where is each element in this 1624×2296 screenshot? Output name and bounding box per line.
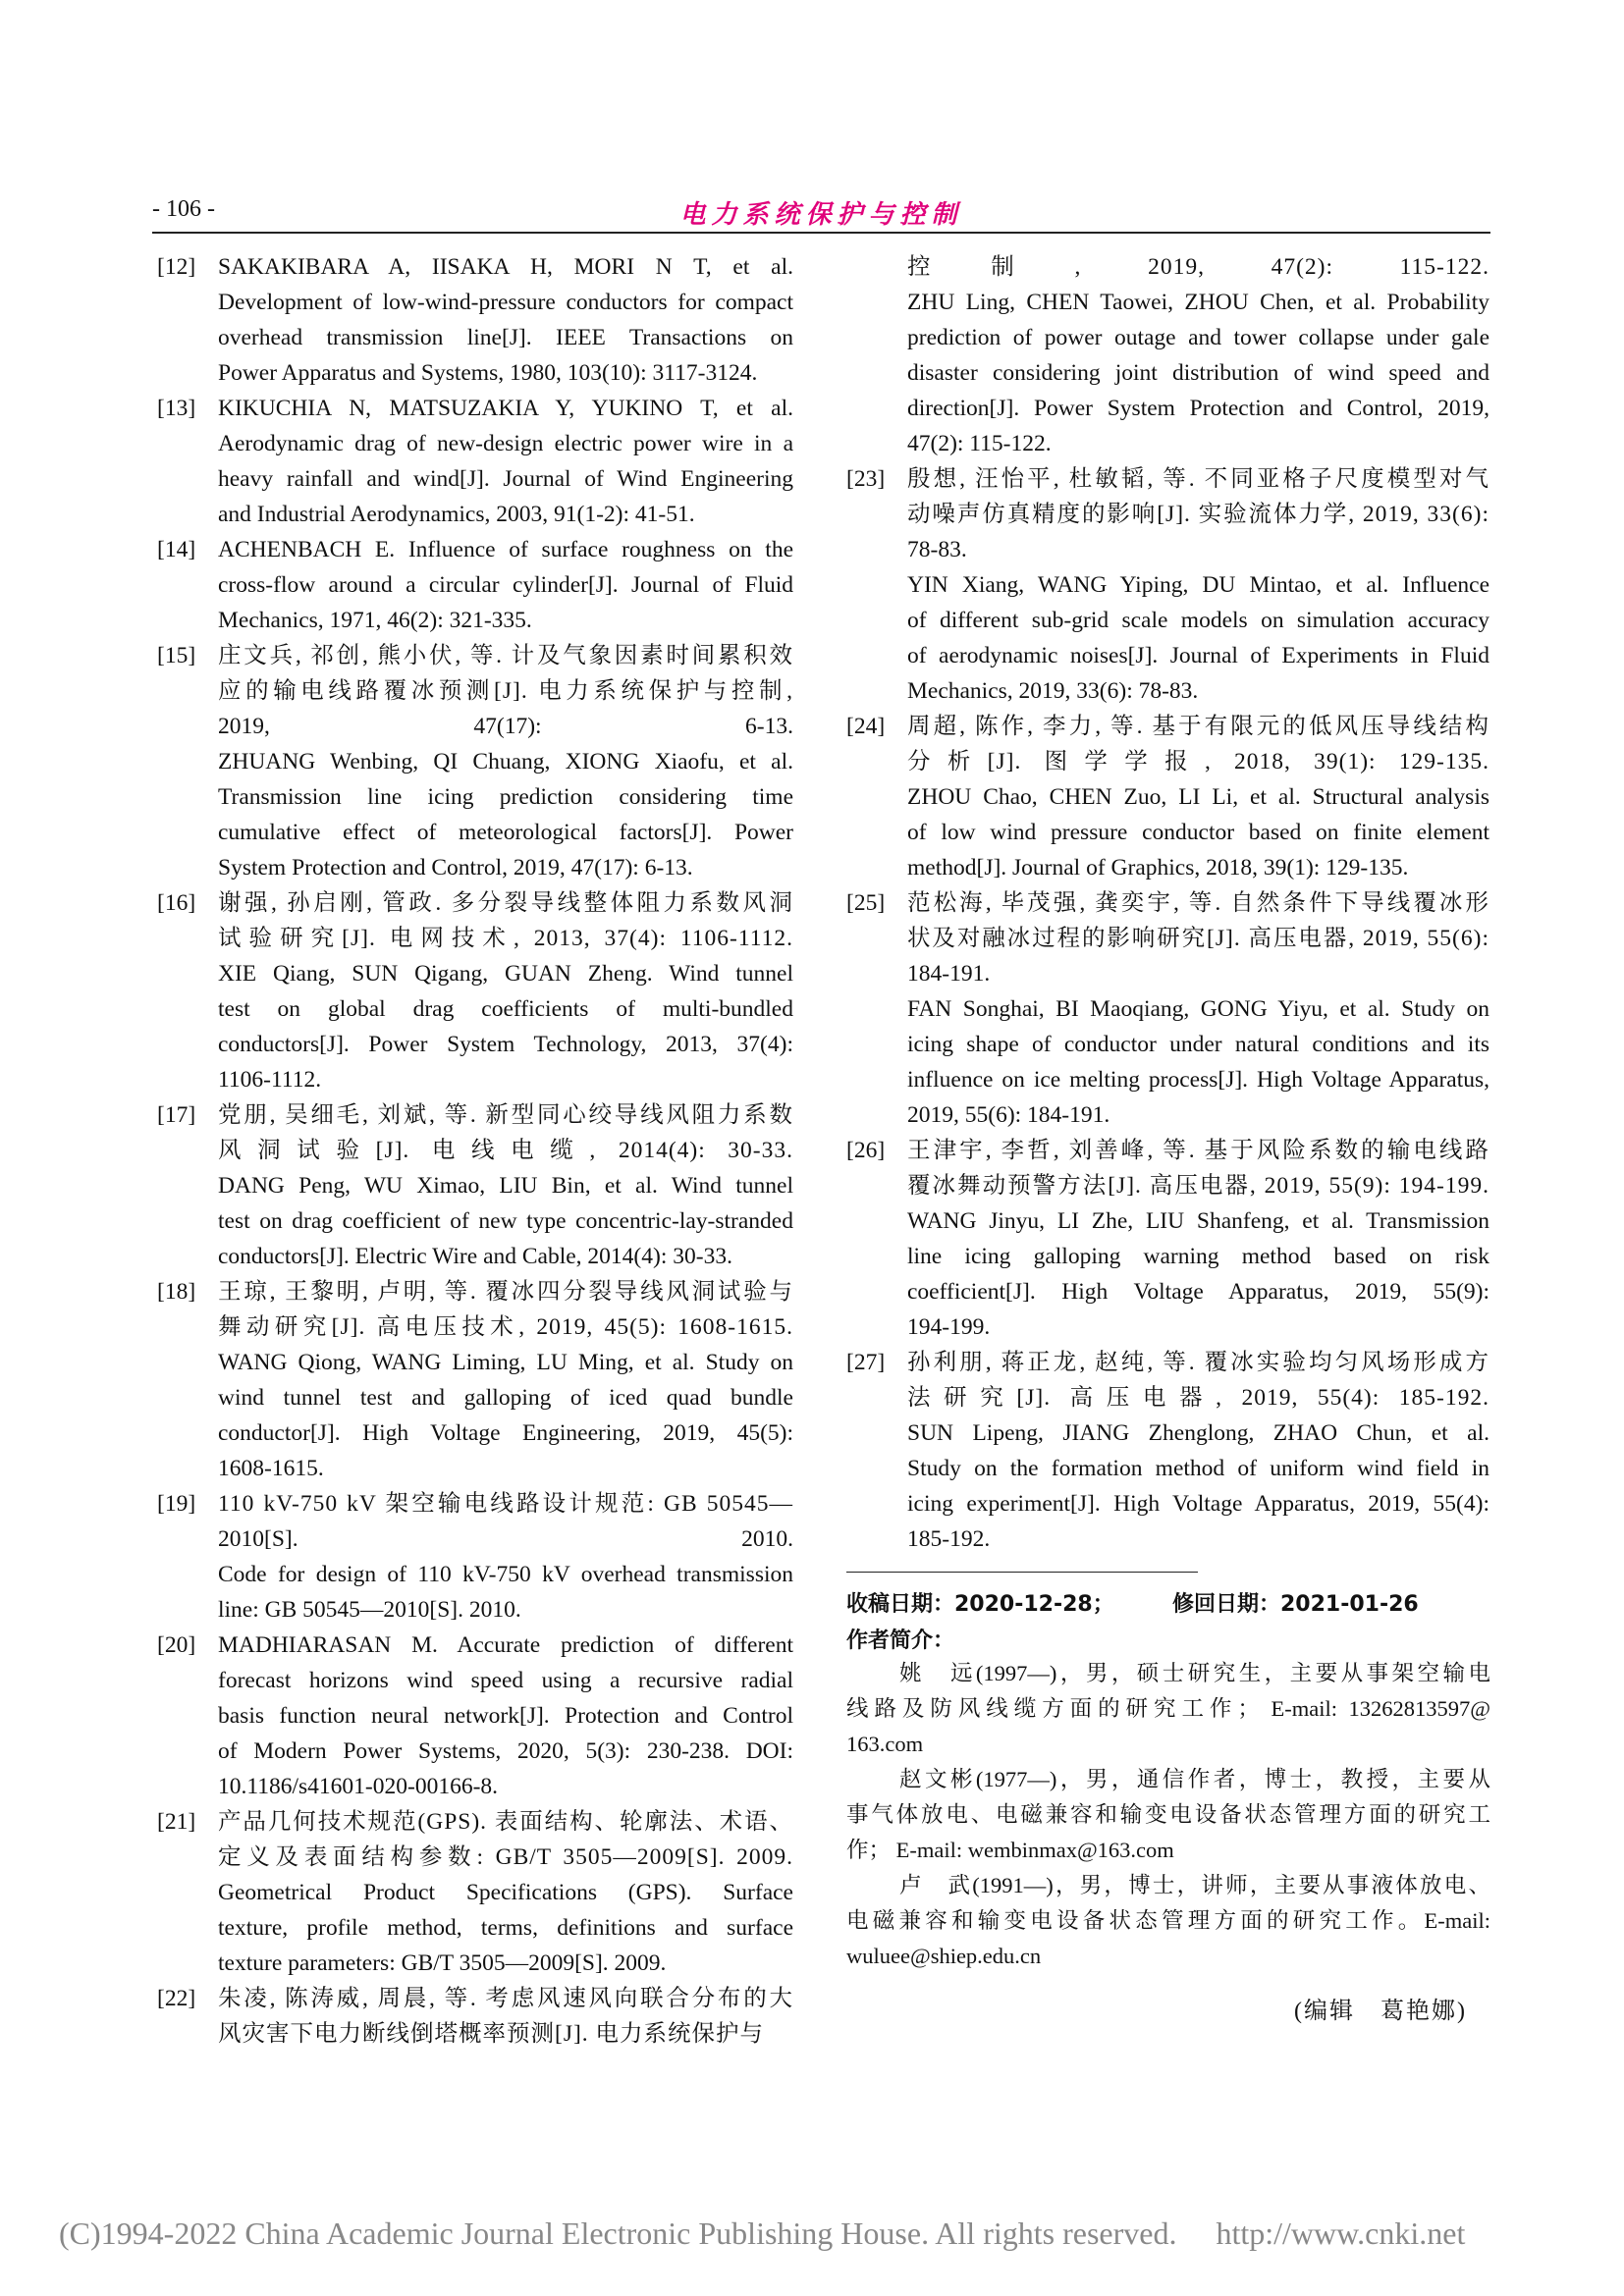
author-bio-line: wuluee@shiep.edu.cn [846,1944,1042,1968]
reference-line: coefficient[J]. High Voltage Apparatus, 2019, 55(9): [907,1279,1489,1305]
journal-title: 电力系统保护与控制 [679,200,963,230]
reference-line: Mechanics, 2019, 33(6): 78-83. [907,678,1199,704]
reference-line: test on global drag coefficients of multi-bundled [218,996,793,1022]
reference-line: SAKAKIBARA A, IISAKA H, MORI N T, et al. [218,254,793,280]
author-bios [846,1656,1490,1974]
copyright-notice: (C)1994-2022 China Academic Journal Electronic Publishing House. All rights reserved. http://www.cnki.net [59,2216,1466,2251]
references-left-column [157,249,793,2052]
reference-line: cross-flow around a circular cylinder[J]. Journal of Fluid [218,572,793,598]
reference-line: Development of low-wind-pressure conductors for compact [218,290,793,315]
reference-item [846,461,1489,709]
reference-line: System Protection and Control, 2019, 47(17): 6-13. [218,855,693,881]
page-number: - 106 - [152,196,215,222]
authors-heading: 作者简介： [846,1629,955,1653]
reference-line: 78-83. [907,537,967,562]
reference-line: 庄文兵, 祁创, 熊小伏, 等. 计及气象因素时间累积效 [218,643,793,668]
reference-line: 试验研究[J]. 电网技术, 2013, 37(4): 1106-1112. [218,926,793,951]
reference-number: [16] [157,890,196,916]
reference-line: MADHIARASAN M. Accurate prediction of different [218,1632,793,1658]
reference-line: 王津宇, 李哲, 刘善峰, 等. 基于风险系数的输电线路 [907,1138,1489,1163]
page-header [152,196,1490,234]
reference-line: prediction of power outage and tower collapse under gale [907,325,1489,350]
reference-line: 1106-1112. [218,1067,322,1093]
editor-credit: (编辑 葛艳娜) [1294,1999,1467,2024]
footnote-divider [846,1572,1198,1573]
reference-number: [22] [157,1986,196,2011]
reference-number: [19] [157,1491,196,1517]
reference-line: 谢强, 孙启刚, 管政. 多分裂导线整体阻力系数风洞 [218,890,793,916]
reference-line: line: GB 50545—2010[S]. 2010. [218,1597,521,1623]
reference-line: ZHU Ling, CHEN Taowei, ZHOU Chen, et al. Probability [907,290,1489,315]
reference-line: 范松海, 毕茂强, 龚奕宇, 等. 自然条件下导线覆冰形 [907,890,1489,916]
reference-line: FAN Songhai, BI Maoqiang, GONG Yiyu, et al. Study on [907,996,1489,1022]
reference-line: 控制, 2019, 47(2): 115-122. [907,254,1489,280]
reference-line: overhead transmission line[J]. IEEE Transactions on [218,325,793,350]
reference-line: 产品几何技术规范(GPS). 表面结构、轮廓法、术语、 [218,1809,793,1835]
reference-line: 风灾害下电力断线倒塔概率预测[J]. 电力系统保护与 [218,2021,765,2047]
reference-line: 风洞试验[J]. 电线电缆, 2014(4): 30-33. [218,1138,793,1163]
references-right-column [846,249,1489,1557]
reference-line: basis function neural network[J]. Protection and Control [218,1703,793,1729]
reference-number: [20] [157,1632,196,1658]
reference-line: conductor[J]. High Voltage Engineering, 2019, 45(5): [218,1420,793,1446]
author-bio-line: 赵文彬(1977—)，男，通信作者，博士，教授，主要从 [899,1767,1490,1791]
author-bio [846,1656,1490,1762]
reference-line: ZHUANG Wenbing, QI Chuang, XIONG Xiaofu, et al. [218,749,793,774]
reference-line: 185-192. [907,1526,991,1552]
reference-line: 10.1186/s41601-020-00166-8. [218,1774,499,1799]
reference-line: of Modern Power Systems, 2020, 5(3): 230-238. DOI: [218,1738,793,1764]
reference-line: direction[J]. Power System Protection and Control, 2019, [907,396,1489,421]
reference-line: Transmission line icing prediction considering time [218,784,793,810]
reference-line: 孙利朋, 蒋正龙, 赵纯, 等. 覆冰实验均匀风场形成方 [907,1350,1489,1375]
reference-line: of different sub-grid scale models on simulation accuracy [907,608,1489,633]
reference-line: heavy rainfall and wind[J]. Journal of Wind Engineering [218,466,793,492]
reference-line: test on drag coefficient of new type concentric-lay-stranded [218,1208,793,1234]
reference-line: 2019, 55(6): 184-191. [907,1102,1110,1128]
author-bio-line: 线路及防风线缆方面的研究工作； E-mail: 13262813597@ [846,1696,1490,1721]
reference-line: 47(2): 115-122. [907,431,1052,456]
reference-line: Power Apparatus and Systems, 1980, 103(10): 3117-3124. [218,360,758,386]
reference-line: 2010[S]. 2010. [218,1526,793,1552]
reference-line: texture parameters: GB/T 3505—2009[S]. 2009. [218,1950,667,1976]
reference-line: texture, profile method, terms, definitions and surface [218,1915,793,1941]
reference-line: line icing galloping warning method based on risk [907,1244,1489,1269]
reference-item [846,1345,1489,1557]
reference-line: ZHOU Chao, CHEN Zuo, LI Li, et al. Structural analysis [907,784,1489,810]
reference-line: 2019, 47(17): 6-13. [218,714,793,739]
reference-line: 动噪声仿真精度的影响[J]. 实验流体力学, 2019, 33(6): [907,502,1489,527]
reference-line: SUN Lipeng, JIANG Zhenglong, ZHAO Chun, et al. [907,1420,1489,1446]
author-bio-line: 姚 远(1997—)，男，硕士研究生，主要从事架空输电 [899,1661,1490,1685]
reference-line: 王琼, 王黎明, 卢明, 等. 覆冰四分裂导线风洞试验与 [218,1279,793,1305]
author-bio [846,1762,1490,1868]
reference-item [157,391,793,532]
reference-line: Code for design of 110 kV-750 kV overhead transmission [218,1562,793,1587]
reference-line: influence on ice melting process[J]. High Voltage Apparatus, [907,1067,1489,1093]
reference-line: KIKUCHIA N, MATSUZAKIA Y, YUKINO T, et al. [218,396,793,421]
reference-line: 殷想, 汪怡平, 杜敏韬, 等. 不同亚格子尺度模型对气 [907,466,1489,492]
reference-line: 周超, 陈作, 李力, 等. 基于有限元的低风压导线结构 [907,714,1489,739]
reference-line: icing experiment[J]. High Voltage Apparatus, 2019, 55(4): [907,1491,1489,1517]
article-dates [846,1587,1490,1618]
author-bio-line: 事气体放电、电磁兼容和输变电设备状态管理方面的研究工 [846,1802,1490,1827]
reference-line: 分析[J]. 图学学报, 2018, 39(1): 129-135. [907,749,1489,774]
reference-number: [27] [846,1350,886,1375]
reference-number: [21] [157,1809,196,1835]
reference-line: 1608-1615. [218,1456,324,1481]
reference-line: method[J]. Journal of Graphics, 2018, 39(1): 129-135. [907,855,1409,881]
reference-line: WANG Qiong, WANG Liming, LU Ming, et al. Study on [218,1350,793,1375]
reference-number: [12] [157,254,196,280]
reference-number: [15] [157,643,196,668]
reference-line: 覆冰舞动预警方法[J]. 高压电器, 2019, 55(9): 194-199. [907,1173,1489,1199]
reference-line: 法研究[J]. 高压电器, 2019, 55(4): 185-192. [907,1385,1489,1411]
reference-line: YIN Xiang, WANG Yiping, DU Mintao, et al. Influence [907,572,1489,598]
reference-item [157,1274,793,1486]
reference-item [157,1981,793,2052]
reference-number: [25] [846,890,886,916]
reference-number: [18] [157,1279,196,1305]
reference-item [157,885,793,1097]
reference-line: icing shape of conductor under natural conditions and its [907,1032,1489,1057]
revised-date: 修回日期：2021-01-26 [1172,1592,1419,1617]
reference-item [846,249,1489,461]
reference-line: Study on the formation method of uniform wind field in [907,1456,1489,1481]
received-date: 收稿日期：2020-12-28； [846,1592,1114,1617]
reference-line: disaster considering joint distribution of wind speed and [907,360,1489,386]
reference-line: 状及对融冰过程的影响研究[J]. 高压电器, 2019, 55(6): [907,926,1489,951]
reference-number: [24] [846,714,886,739]
reference-item [157,532,793,638]
reference-line: cumulative effect of meteorological factors[J]. Power [218,820,793,845]
author-bio-line: 作； E-mail: wembinmax@163.com [846,1838,1174,1862]
reference-item [157,638,793,885]
reference-item [157,1804,793,1981]
reference-line: 110 kV-750 kV 架空输电线路设计规范: GB 50545— [218,1491,793,1517]
author-bio-line: 163.com [846,1732,924,1756]
reference-item [846,885,1489,1133]
reference-number: [14] [157,537,196,562]
reference-number: [17] [157,1102,196,1128]
reference-item [846,709,1489,885]
reference-item [157,1486,793,1628]
reference-item [157,1097,793,1274]
reference-item [157,249,793,391]
reference-line: Aerodynamic drag of new-design electric power wire in a [218,431,793,456]
reference-line: conductors[J]. Power System Technology, 2013, 37(4): [218,1032,793,1057]
reference-number: [23] [846,466,886,492]
reference-line: forecast horizons wind speed using a recursive radial [218,1668,793,1693]
author-bio-line: 卢 武(1991—)，男，博士，讲师，主要从事液体放电、 [899,1873,1490,1897]
reference-number: [26] [846,1138,886,1163]
reference-line: XIE Qiang, SUN Qigang, GUAN Zheng. Wind tunnel [218,961,793,987]
reference-line: 党朋, 吴细毛, 刘斌, 等. 新型同心绞导线风阻力系数 [218,1102,793,1128]
reference-line: 应的输电线路覆冰预测[J]. 电力系统保护与控制, [218,678,793,704]
reference-line: and Industrial Aerodynamics, 2003, 91(1-2): 41-51. [218,502,695,527]
reference-line: wind tunnel test and galloping of iced quad bundle [218,1385,793,1411]
reference-item [157,1628,793,1804]
reference-line: 定义及表面结构参数: GB/T 3505—2009[S]. 2009. [218,1844,793,1870]
reference-line: 舞动研究[J]. 高电压技术, 2019, 45(5): 1608-1615. [218,1314,793,1340]
reference-line: Mechanics, 1971, 46(2): 321-335. [218,608,532,633]
reference-line: conductors[J]. Electric Wire and Cable, 2014(4): 30-33. [218,1244,732,1269]
reference-line: DANG Peng, WU Ximao, LIU Bin, et al. Wind tunnel [218,1173,793,1199]
reference-line: 朱凌, 陈涛威, 周晨, 等. 考虑风速风向联合分布的大 [218,1986,793,2011]
reference-line: of aerodynamic noises[J]. Journal of Experiments in Fluid [907,643,1489,668]
reference-line: 184-191. [907,961,991,987]
author-bio [846,1868,1490,1974]
reference-line: of low wind pressure conductor based on finite element [907,820,1489,845]
reference-number: [13] [157,396,196,421]
reference-line: Geometrical Product Specifications (GPS). Surface [218,1880,793,1905]
reference-line: WANG Jinyu, LI Zhe, LIU Shanfeng, et al. Transmission [907,1208,1489,1234]
reference-line: ACHENBACH E. Influence of surface roughness on the [218,537,793,562]
reference-line: 194-199. [907,1314,991,1340]
author-bio-line: 电磁兼容和输变电设备状态管理方面的研究工作。E-mail: [846,1908,1490,1933]
reference-item [846,1133,1489,1345]
